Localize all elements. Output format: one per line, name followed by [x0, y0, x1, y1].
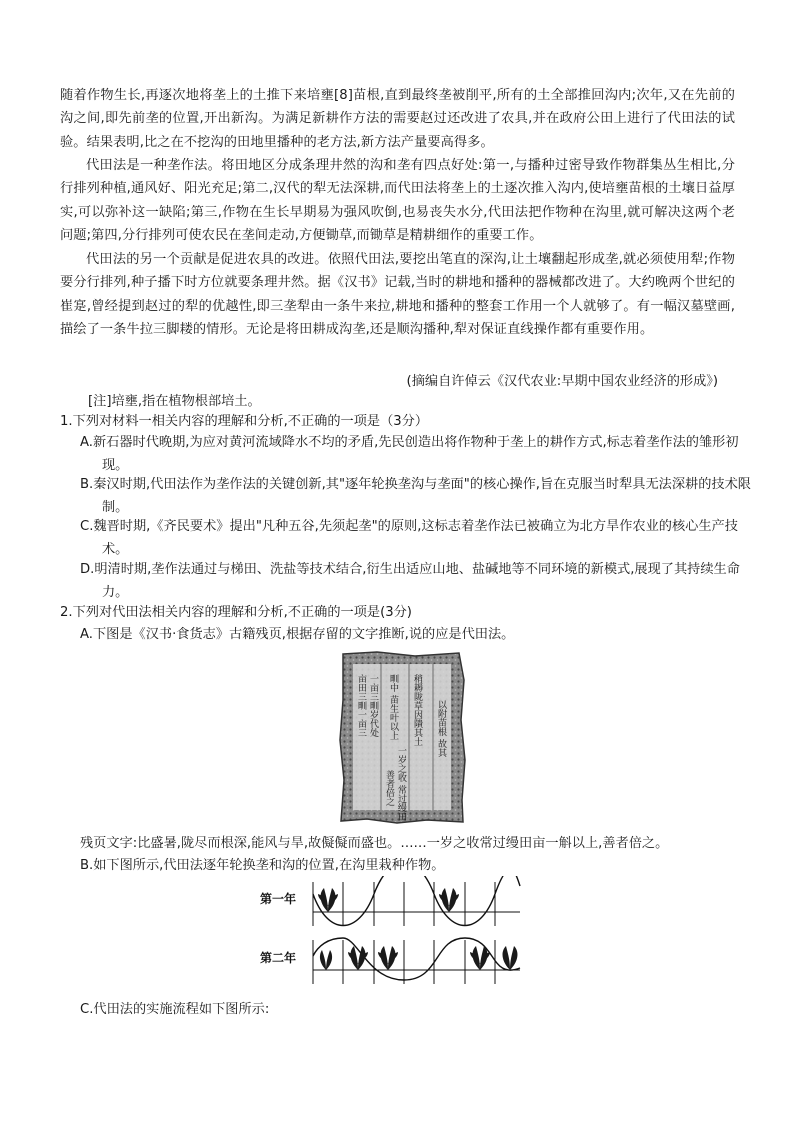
source-citation: (摘编自许倬云《汉代农业:早期中国农业经济的形成》)	[406, 374, 718, 389]
question-1-option-c: C.魏晋时期,《齐民要术》提出"凡种五谷,先须起垄"的原则,这标志着垄作法已被确立为北方旱作农业的核心生产技术。	[80, 519, 738, 557]
scroll-column-1: 亩田三甽一亩三	[356, 674, 366, 737]
footnote: [注]培壅,指在植物根部培土。	[88, 394, 261, 409]
diagram-label-year-2: 第二年	[260, 951, 297, 965]
plant-icon	[439, 888, 459, 912]
question-1-stem: 1.下列对材料一相关内容的理解和分析,不正确的一项是（3分）	[60, 414, 429, 429]
scroll-column-6: 一岁之收 常过缦田	[396, 746, 406, 821]
question-1-option-b: B.秦汉时期,代田法作为垄作法的关键创新,其"逐年轮换垄沟与垄面"的核心操作,旨在克服当时犁具无法深耕的技术限制。	[80, 477, 751, 515]
residual-text: 残页文字:比盛暑,陇尽而根深,能风与旱,故儗儗而盛也。……一岁之收常过缦田亩一斛以上,善者倍之。	[80, 836, 669, 851]
plant-icon	[320, 950, 332, 970]
question-2-option-c: C.代田法的实施流程如下图所示:	[80, 1002, 270, 1017]
scroll-column-5: 以附苗根 故其	[436, 700, 446, 757]
question-2-option-b: B.如下图所示,代田法逐年轮换垄和沟的位置,在沟里栽种作物。	[80, 858, 445, 873]
scroll-column-2: 一亩三甽岁代处	[368, 674, 378, 737]
question-2-option-a: A.下图是《汉书·食货志》古籍残页,根据存留的文字推断,说的应是代田法。	[80, 627, 515, 642]
question-1-option-a: A.新石器时代晚期,为应对黄河流域降水不均的矛盾,先民创造出将作物种于垄上的耕作方式,标志着垄作法的雏形初现。	[80, 435, 739, 473]
ancient-book-fragment-image	[337, 650, 467, 825]
passage-paragraph-1: 随着作物生长,再逐次地将垄上的土推下来培壅[8]苗根,直到最终垄被削平,所有的土全部推回沟内;次年,又在先前的沟之间,即先前垄的位置,开出新沟。为满足新耕作方法的需要赵过还改进了农具,并在政府公田上进行了代田法的试验。结果表明,比之在不挖沟的田地里播种的老方法,新方法产量要高得多。	[60, 88, 735, 150]
plant-icon	[382, 888, 389, 912]
plant-icon	[503, 946, 518, 970]
ridge-furrow-diagram	[258, 876, 533, 988]
passage-paragraph-3: 代田法的另一个贡献是促进农具的改进。依照代田法,要挖出笔直的深沟,让土壤翻起形成垄,就必须使用犁;作物要分行排列,种子播下时方位就要条理井然。据《汉书》记载,当时的耕地和播种的器械都改进了。大约晚两个世纪的崔寔,曾经提到赵过的犁的优越性,即三垄犁由一条牛来拉,耕地和播种的整套工作用一个人就够了。有一幅汉墓壁画,描绘了一条牛拉三脚耧的情形。无论是将田耕成沟垄,还是顺沟播种,犁对保证直线操作都有重要作用。	[60, 252, 735, 338]
plant-icon	[318, 888, 338, 912]
diagram-label-year-1: 第一年	[260, 892, 297, 906]
question-2-stem: 2.下列对代田法相关内容的理解和分析,不正确的一项是(3分)	[60, 605, 412, 620]
question-1-option-d: D.明清时期,垄作法通过与梯田、洗盐等技术结合,衍生出适应山地、盐碱地等不同环境的新模式,展现了其持续生命力。	[80, 562, 740, 600]
plant-icon	[378, 946, 398, 970]
scroll-column-4: 稍耨陇草因隤其土	[412, 674, 422, 746]
scroll-column-3: 甽中 苗生叶以上	[388, 674, 398, 740]
scroll-column-7: 善者倍之	[384, 770, 394, 806]
passage-paragraph-2: 代田法是一种垄作法。将田地区分成条理井然的沟和垄有四点好处:第一,与播种过密导致作物群集丛生相比,分行排列种植,通风好、阳光充足;第二,汉代的犁无法深耕,而代田法将垄上的土逐次推入沟内,使培壅苗根的土壤日益厚实,可以弥补这一缺陷;第三,作物在生长早期易为强风吹倒,也易丧失水分,代田法把作物种在沟里,就可解决这两个老问题;第四,分行排列可使农民在垄间走动,方便锄草,而锄草是精耕细作的重要工作。	[60, 158, 735, 244]
